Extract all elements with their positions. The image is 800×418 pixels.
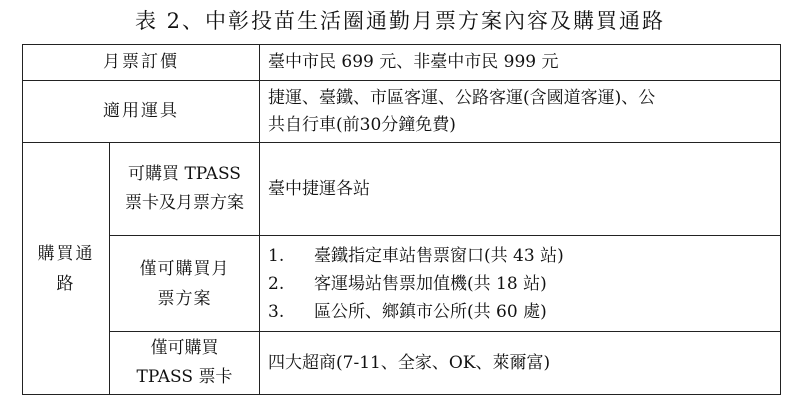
channel-detail-monthly-list bbox=[260, 236, 781, 332]
list-item bbox=[268, 242, 772, 270]
list-item-text: 客運場站售票加值機(共 18 站) bbox=[314, 273, 547, 294]
vehicles-value bbox=[260, 81, 781, 143]
list-item-text: 區公所、鄉鎮市公所(共 60 處) bbox=[314, 301, 547, 322]
vehicles-label: 適用運具 bbox=[23, 81, 260, 143]
table-row-channel-monthly-only bbox=[23, 236, 781, 332]
price-label: 月票訂價 bbox=[23, 45, 260, 81]
list-item-text: 臺鐵指定車站售票窗口(共 43 站) bbox=[314, 245, 564, 266]
list-item-number: 1. bbox=[268, 245, 285, 266]
vehicles-value-line-1: 捷運、臺鐵、市區客運、公路客運(含國道客運)、公 bbox=[268, 87, 656, 108]
table-row-channel-tpass-only bbox=[23, 332, 781, 395]
ticket-plan-table bbox=[22, 44, 781, 395]
table-row-price bbox=[23, 45, 781, 81]
price-value: 臺中市民 699 元、非臺中市民 999 元 bbox=[260, 45, 781, 81]
channel-detail-convenience-stores: 四大超商(7-11、全家、OK、萊爾富) bbox=[260, 332, 781, 395]
channel-list bbox=[268, 242, 772, 326]
vehicles-value-line-2: 共自行車(前30分鐘免費) bbox=[268, 114, 456, 135]
table-row-channel-tpass-and-monthly bbox=[23, 143, 781, 236]
list-item-number: 3. bbox=[268, 301, 285, 322]
table-caption: 表 2、中彰投苗生活圈通勤月票方案內容及購買通路 bbox=[134, 9, 666, 33]
channel-category-tpass-only: 僅可購買TPASS 票卡 bbox=[110, 332, 260, 395]
channel-detail-taichung-mrt: 臺中捷運各站 bbox=[260, 143, 781, 236]
list-item bbox=[268, 298, 772, 326]
list-item-number: 2. bbox=[268, 273, 285, 294]
channels-label: 購買通路 bbox=[23, 143, 110, 395]
table-row-vehicles bbox=[23, 81, 781, 143]
channel-category-tpass-and-monthly: 可購買 TPASS 票卡及月票方案 bbox=[110, 143, 260, 236]
list-item bbox=[268, 270, 772, 298]
channel-category-monthly-only: 僅可購買月票方案 bbox=[110, 236, 260, 332]
